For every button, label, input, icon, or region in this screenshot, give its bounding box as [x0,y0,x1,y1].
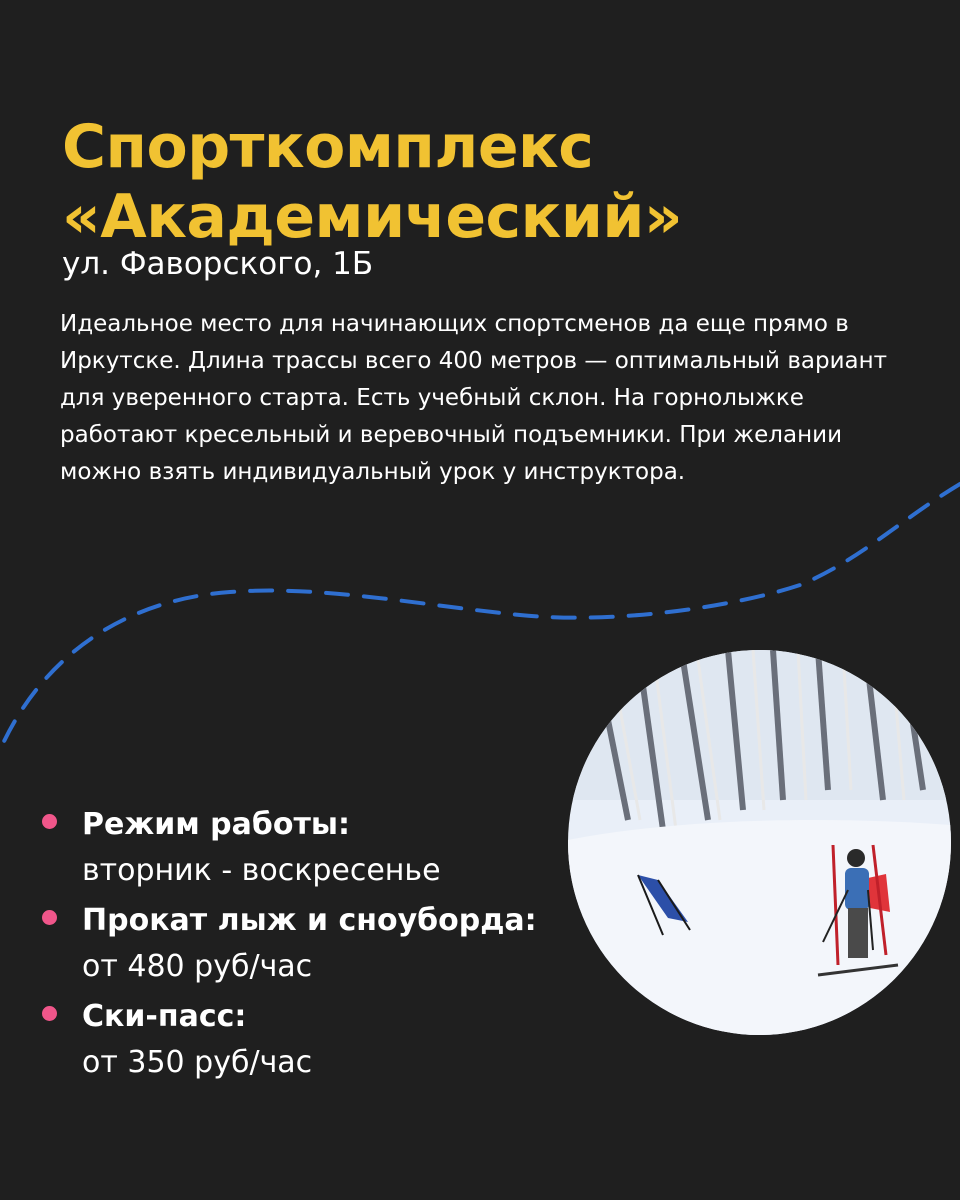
list-item [40,994,560,1086]
info-label: Ски-пасс: [82,999,247,1034]
address-text: ул. Фаворского, 1Б [62,246,374,282]
list-item [40,898,560,990]
info-value: от 350 руб/час [82,1045,313,1080]
info-value: от 480 руб/час [82,949,313,984]
info-label: Прокат лыж и сноуборда: [82,903,537,938]
bullet-dot [42,910,57,925]
info-label: Режим работы: [82,807,350,842]
info-value: вторник - воскресенье [82,853,441,888]
list-item [40,802,560,894]
info-list [40,802,560,1088]
page-title [62,112,682,252]
skier-photo [568,650,951,1035]
title-line-1: Спорткомплекс [62,112,594,182]
description-text: Идеальное место для начинающих спортсменов да еще прямо в Иркутске. Длина трассы всего 400 метров — оптимальный вариант для уверенного старта. Есть учебный склон. На горнолыжке работают кресельный и веревочный подъемники. При желании можно взять индивидуальный урок у инструктора. [60,311,888,485]
bullet-dot [42,814,57,829]
bullet-dot [42,1006,57,1021]
title-line-2: «Академический» [62,182,683,252]
